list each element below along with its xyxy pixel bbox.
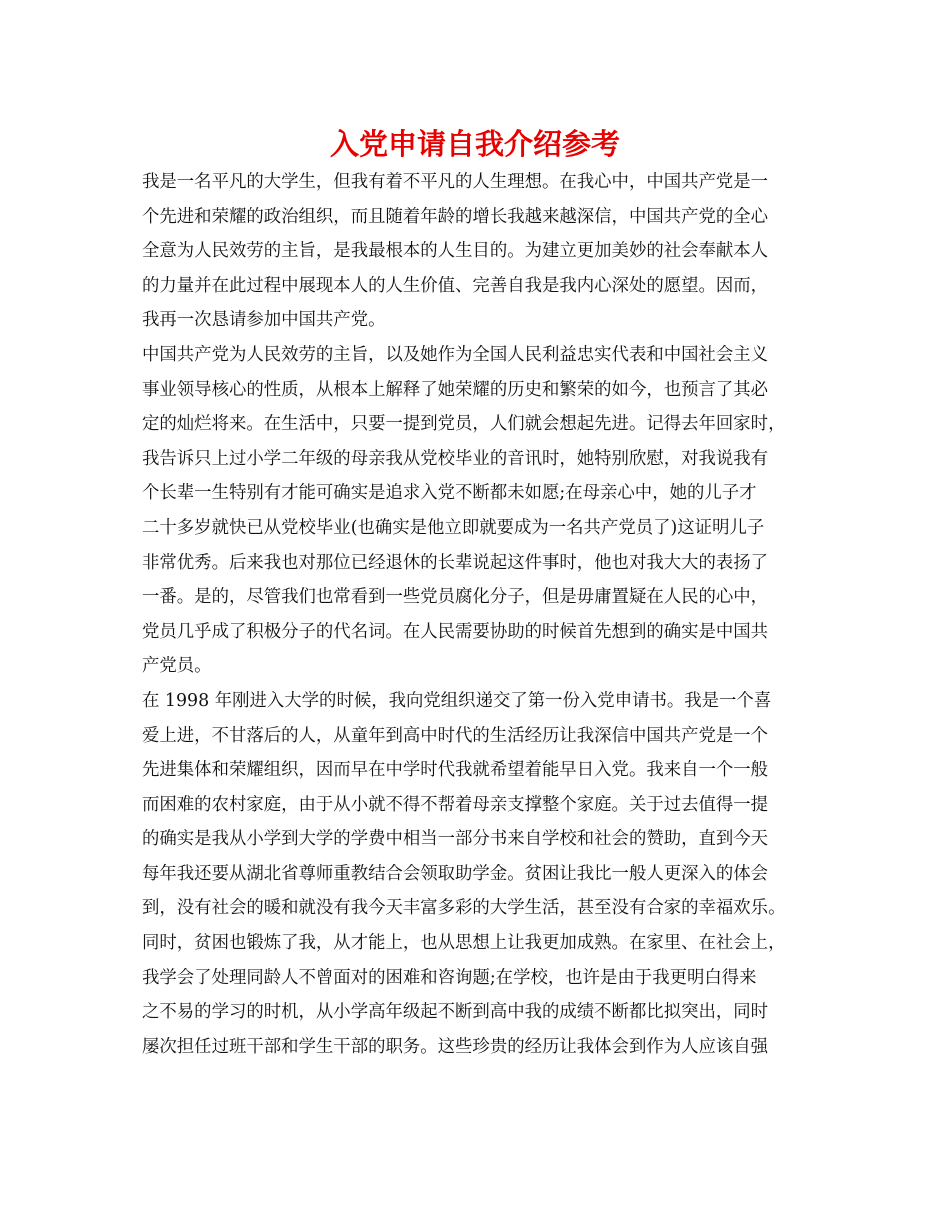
text-line: 个先进和荣耀的政治组织，而且随着年龄的增长我越来越深信，中国共产党的全心: [142, 206, 769, 227]
text-line: 产党员。: [142, 656, 212, 677]
text-line: 屡次担任过班干部和学生干部的职务。这些珍贵的经历让我体会到作为人应该自强: [142, 1036, 769, 1057]
text-line: 每年我还要从湖北省尊师重教结合会领取助学金。贫困让我比一般人更深入的体会: [142, 863, 769, 884]
text-line: 同时，贫困也锻炼了我，从才能上，也从思想上让我更加成熟。在家里、在社会上，: [142, 933, 786, 954]
text-line: 到，没有社会的暖和就没有我今天丰富多彩的大学生活，甚至没有合家的幸福欢乐。: [142, 898, 786, 919]
text-line: 的力量并在此过程中展现本人的人生价值、完善自我是我内心深处的愿望。因而，: [142, 275, 769, 296]
text-line: 先进集体和荣耀组织，因而早在中学时代我就希望着能早日入党。我来自一个一般: [142, 760, 769, 781]
text-line: 之不易的学习的时机，从小学高年级起不断到高中我的成绩不断都比拟突出，同时: [142, 1002, 769, 1023]
text-line: 而困难的农村家庭，由于从小就不得不帮着母亲支撑整个家庭。关于过去值得一提: [142, 794, 769, 815]
text-line: 党员几乎成了积极分子的代名词。在人民需要协助的时候首先想到的确实是中国共: [142, 621, 769, 642]
text-line: 一番。是的，尽管我们也常看到一些党员腐化分子，但是毋庸置疑在人民的心中，: [142, 587, 769, 608]
text-line: 全意为人民效劳的主旨，是我最根本的人生目的。为建立更加美妙的社会奉献本人: [142, 241, 769, 262]
text-line: 我再一次恳请参加中国共产党。: [142, 310, 386, 331]
text-line: 我告诉只上过小学二年级的母亲我从党校毕业的音讯时，她特别欣慰，对我说我有: [142, 448, 769, 469]
body-text: [142, 165, 832, 1064]
text-line: 我学会了处理同龄人不曾面对的困难和咨询题;在学校，也许是由于我更明白得来: [142, 967, 757, 988]
page-title: 入党申请自我介绍参考: [329, 127, 620, 161]
text-line: 事业领导核心的性质，从根本上解释了她荣耀的历史和繁荣的如今，也预言了其必: [142, 379, 769, 400]
text-line: 我是一名平凡的大学生，但我有着不平凡的人生理想。在我心中，中国共产党是一: [142, 172, 769, 192]
text-line: 爱上进，不甘落后的人，从童年到高中时代的生活经历让我深信中国共产党是一个: [142, 725, 769, 746]
text-line: 在 1998 年刚进入大学的时候，我向党组织递交了第一份入党申请书。我是一个喜: [142, 690, 772, 711]
text-line: 中国共产党为人民效劳的主旨，以及她作为全国人民利益忠实代表和中国社会主义: [142, 344, 769, 365]
text-line: 的确实是我从小学到大学的学费中相当一部分书来自学校和社会的赞助，直到今天: [142, 829, 769, 850]
text-line: 二十多岁就快已从党校毕业(也确实是他立即就要成为一名共产党员了)这证明儿子: [142, 517, 765, 538]
text-line: 定的灿烂将来。在生活中，只要一提到党员，人们就会想起先进。记得去年回家时，: [142, 414, 786, 435]
text-line: 个长辈一生特别有才能可确实是追求入党不断都未如愿;在母亲心中，她的儿子才: [142, 483, 757, 504]
text-line: 非常优秀。后来我也对那位已经退休的长辈说起这件事时，他也对我大大的表扬了: [142, 552, 769, 573]
